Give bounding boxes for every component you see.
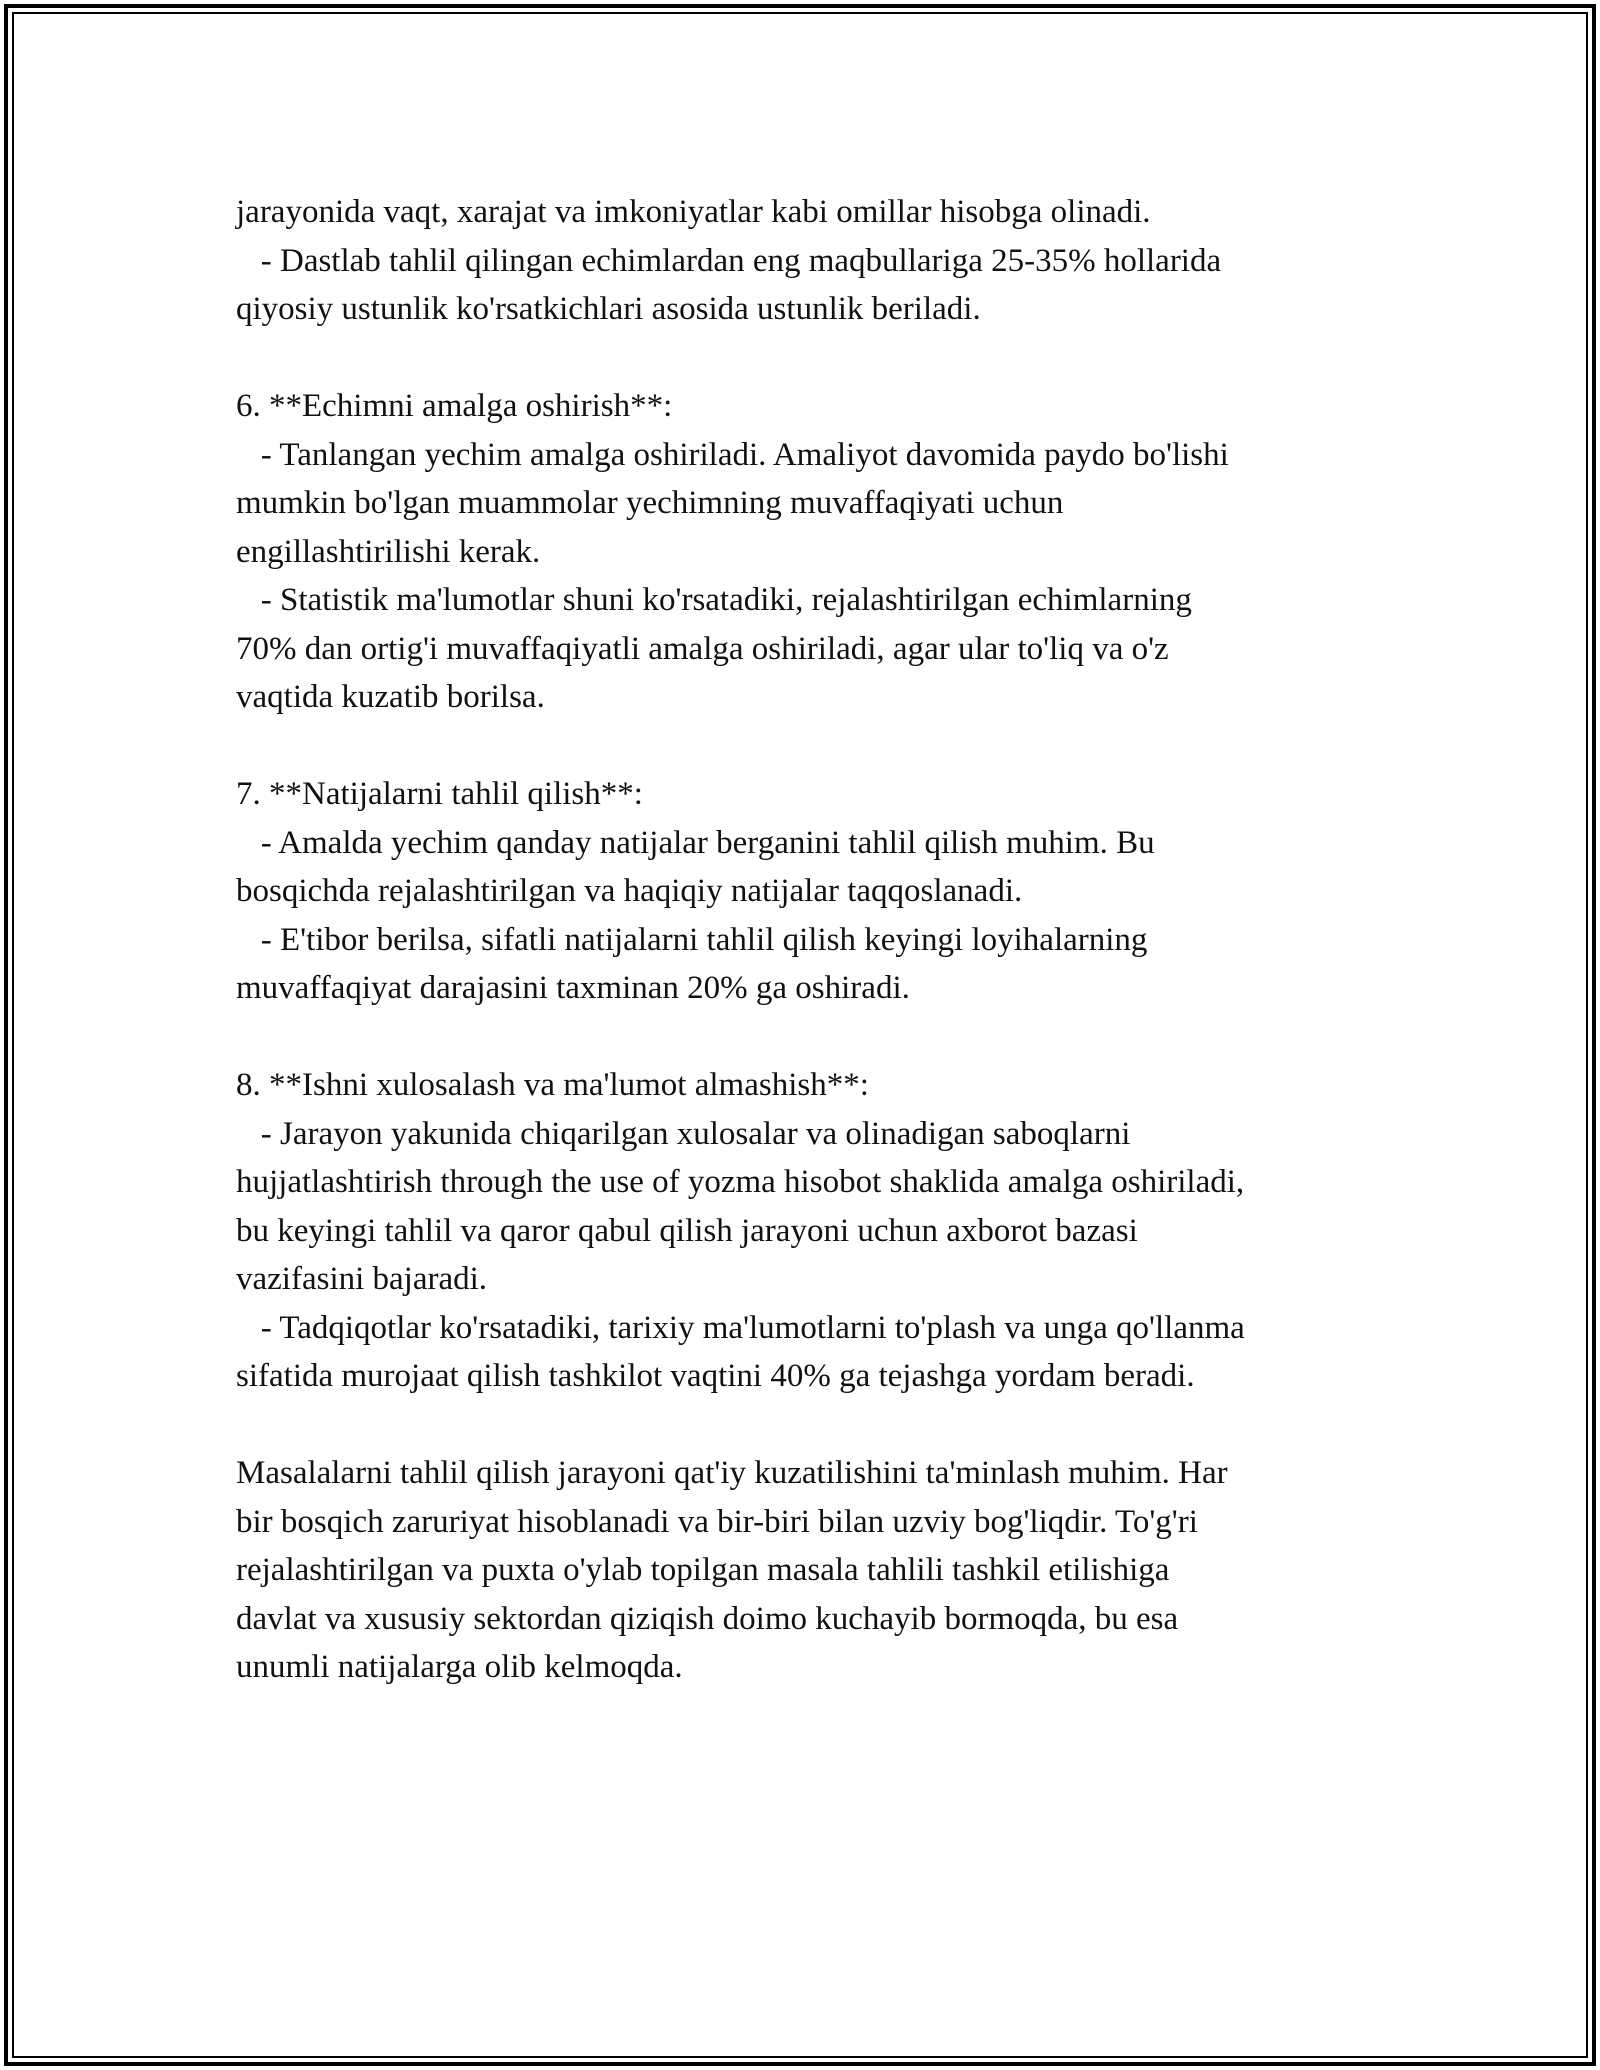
text-line: muvaffaqiyat darajasini taxminan 20% ga oshiradi.	[236, 970, 910, 1006]
section-heading-6: 6. **Echimni amalga oshirish**:	[236, 388, 673, 424]
text-line: mumkin bo'lgan muammolar yechimning muvaffaqiyati uchun	[236, 485, 1064, 521]
text-line: rejalashtirilgan va puxta o'ylab topilgan masala tahlili tashkil etilishiga	[236, 1552, 1170, 1588]
text-line: jarayonida vaqt, xarajat va imkoniyatlar kabi omillar hisobga olinadi.	[236, 194, 1151, 230]
text-line: - Statistik ma'lumotlar shuni ko'rsatadiki, rejalashtirilgan echimlarning	[236, 582, 1192, 618]
section-heading-8: 8. **Ishni xulosalash va ma'lumot almashish**:	[236, 1067, 869, 1103]
section-heading-7: 7. **Natijalarni tahlil qilish**:	[236, 776, 643, 812]
text-line: unumli natijalarga olib kelmoqda.	[236, 1649, 683, 1685]
text-line: - Amalda yechim qanday natijalar berganini tahlil qilish muhim. Bu	[236, 824, 1155, 861]
text-line: - E'tibor berilsa, sifatli natijalarni tahlil qilish keyingi loyihalarning	[236, 921, 1148, 958]
text-line: vazifasini bajaradi.	[236, 1261, 488, 1297]
text-line: engillashtirilishi kerak.	[236, 533, 541, 570]
document-body	[236, 188, 1416, 1692]
text-line: hujjatlashtirish through the use of yozma hisobot shaklida amalga oshiriladi,	[236, 1164, 1245, 1200]
paragraph-gap	[236, 1013, 1416, 1062]
text-line: bir bosqich zaruriyat hisoblanadi va bir-biri bilan uzviy bog'liqdir. To'g'ri	[236, 1503, 1198, 1540]
text-line: qiyosiy ustunlik ko'rsatkichlari asosida ustunlik beriladi.	[236, 291, 981, 327]
paragraph-gap	[236, 1401, 1416, 1450]
text-line: - Jarayon yakunida chiqarilgan xulosalar va olinadigan saboqlarni	[236, 1115, 1131, 1152]
text-line: davlat va xususiy sektordan qiziqish doimo kuchayib bormoqda, bu esa	[236, 1600, 1179, 1637]
text-line: sifatida murojaat qilish tashkilot vaqtini 40% ga tejashga yordam beradi.	[236, 1358, 1195, 1394]
text-line: - Tanlangan yechim amalga oshiriladi. Amaliyot davomida paydo bo'lishi	[236, 436, 1229, 473]
paragraph-gap	[236, 334, 1416, 383]
paragraph-gap	[236, 722, 1416, 771]
text-line: - Dastlab tahlil qilingan echimlardan eng maqbullariga 25-35% hollarida	[236, 242, 1222, 279]
text-line: bu keyingi tahlil va qaror qabul qilish jarayoni uchun axborot bazasi	[236, 1212, 1138, 1249]
text-line: 70% dan ortig'i muvaffaqiyatli amalga oshiriladi, agar ular to'liq va o'z	[236, 630, 1169, 667]
text-line: vaqtida kuzatib borilsa.	[236, 679, 545, 715]
text-line: bosqichda rejalashtirilgan va haqiqiy natijalar taqqoslanadi.	[236, 873, 1023, 909]
text-line: Masalalarni tahlil qilish jarayoni qat'iy kuzatilishini ta'minlash muhim. Har	[236, 1455, 1228, 1491]
text-line: - Tadqiqotlar ko'rsatadiki, tarixiy ma'lumotlarni to'plash va unga qo'llanma	[236, 1309, 1245, 1346]
